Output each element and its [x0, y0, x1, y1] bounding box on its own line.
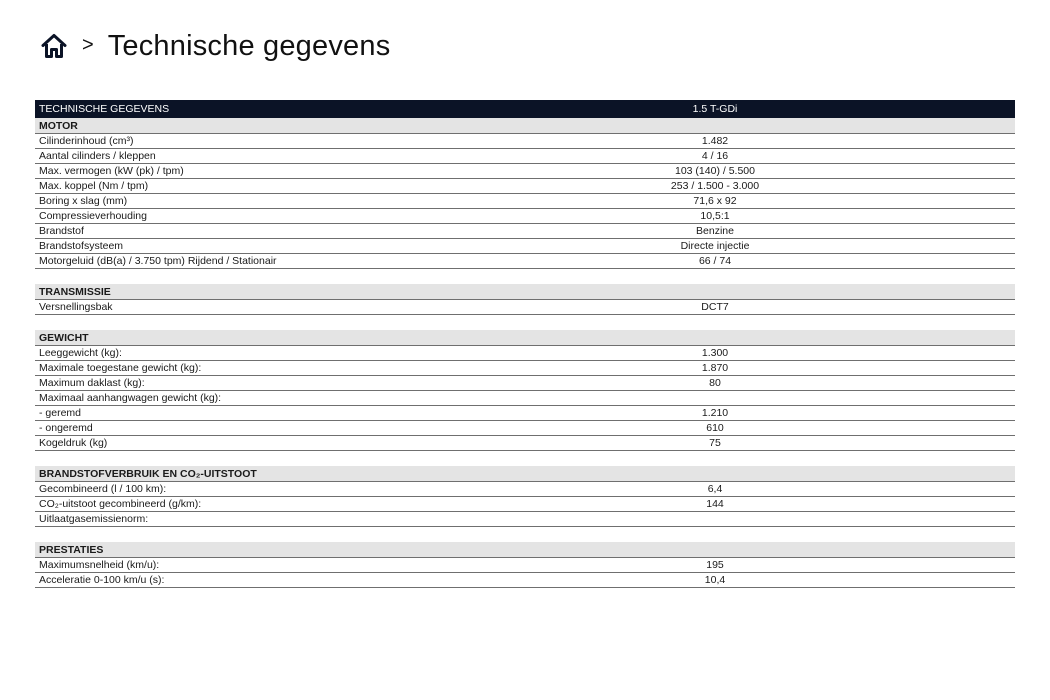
- row-value: 103 (140) / 5.500: [675, 165, 755, 177]
- section-spacer: [35, 315, 1015, 330]
- row-label: Gecombineerd (l / 100 km):: [39, 483, 167, 495]
- table-row: [35, 164, 1015, 179]
- row-value: 1.482: [701, 135, 729, 147]
- table-row: [35, 149, 1015, 164]
- table-row: [35, 254, 1015, 269]
- section-spacer: [35, 451, 1015, 466]
- section-heading: BRANDSTOFVERBRUIK EN CO₂-UITSTOOT: [35, 466, 1015, 482]
- row-label: Kogeldruk (kg): [39, 437, 108, 449]
- row-value: 71,6 x 92: [693, 195, 737, 207]
- table-row: [35, 346, 1015, 361]
- row-value: 80: [709, 377, 721, 389]
- row-value: 66 / 74: [698, 255, 732, 267]
- section-spacer: [35, 269, 1015, 284]
- row-label: Max. vermogen (kW (pk) / tpm): [39, 165, 184, 177]
- row-value: Benzine: [696, 225, 734, 237]
- table-row: [35, 376, 1015, 391]
- row-label: CO₂-uitstoot gecombineerd (g/km):: [39, 498, 202, 510]
- table-row: [35, 361, 1015, 376]
- row-value: 10,4: [704, 574, 726, 586]
- row-label: Brandstof: [39, 225, 84, 237]
- row-label: Maximale toegestane gewicht (kg):: [39, 362, 202, 374]
- row-label: Versnellingsbak: [39, 301, 113, 313]
- row-label: Motorgeluid (dB(a) / 3.750 tpm) Rijdend / Stationair: [39, 255, 277, 267]
- table-header-label: TECHNISCHE GEGEVENS: [39, 103, 170, 115]
- row-label: Brandstofsysteem: [39, 240, 124, 252]
- row-label: Compressieverhouding: [39, 210, 147, 222]
- table-row: [35, 224, 1015, 239]
- row-label: Acceleratie 0-100 km/u (s):: [39, 574, 165, 586]
- row-value: 195: [706, 559, 724, 571]
- row-value: 253 / 1.500 - 3.000: [670, 180, 760, 192]
- row-value: 10,5:1: [700, 210, 730, 222]
- table-row: [35, 134, 1015, 149]
- table-row: [35, 558, 1015, 573]
- section-spacer: [35, 527, 1015, 542]
- table-row: [35, 300, 1015, 315]
- section-heading: PRESTATIES: [35, 542, 1015, 558]
- table-sections: [35, 118, 1015, 588]
- row-label: - geremd: [39, 407, 82, 419]
- row-value: 1.210: [701, 407, 729, 419]
- table-row: [35, 406, 1015, 421]
- row-value: 75: [709, 437, 721, 449]
- row-label: Maximum daklast (kg):: [39, 377, 145, 389]
- table-row: [35, 512, 1015, 527]
- row-label: Max. koppel (Nm / tpm): [39, 180, 149, 192]
- breadcrumb-separator: >: [82, 33, 94, 56]
- row-value: 610: [706, 422, 724, 434]
- row-value: 6,4: [707, 483, 723, 495]
- row-label: Leeggewicht (kg):: [39, 347, 122, 359]
- table-row: [35, 482, 1015, 497]
- row-value: Directe injectie: [680, 240, 750, 252]
- row-label: Uitlaatgasemissienorm:: [39, 513, 149, 525]
- spec-table: [35, 100, 1015, 588]
- table-row: [35, 421, 1015, 436]
- table-row: [35, 194, 1015, 209]
- table-row: [35, 497, 1015, 512]
- row-value: 144: [706, 498, 724, 510]
- section-heading: TRANSMISSIE: [35, 284, 1015, 300]
- breadcrumb: [40, 28, 390, 64]
- row-label: Maximumsnelheid (km/u):: [39, 559, 160, 571]
- row-label: Boring x slag (mm): [39, 195, 128, 207]
- table-row: [35, 179, 1015, 194]
- row-label: Aantal cilinders / kleppen: [39, 150, 156, 162]
- section-heading: GEWICHT: [35, 330, 1015, 346]
- row-label: Cilinderinhoud (cm³): [39, 135, 134, 147]
- section-heading: MOTOR: [35, 118, 1015, 134]
- table-header-value: 1.5 T-GDi: [692, 103, 738, 115]
- page-title: Technische gegevens: [107, 29, 391, 62]
- table-row: [35, 573, 1015, 588]
- table-row: [35, 209, 1015, 224]
- row-value: DCT7: [701, 301, 729, 313]
- row-label: Maximaal aanhangwagen gewicht (kg):: [39, 392, 222, 404]
- table-row: [35, 391, 1015, 406]
- row-value: 1.300: [701, 347, 729, 359]
- row-value: 4 / 16: [701, 150, 729, 162]
- table-header-row: [35, 100, 1015, 118]
- row-value: 1.870: [701, 362, 729, 374]
- table-row: [35, 239, 1015, 254]
- table-row: [35, 436, 1015, 451]
- row-label: - ongeremd: [39, 422, 93, 434]
- home-icon[interactable]: [40, 32, 68, 60]
